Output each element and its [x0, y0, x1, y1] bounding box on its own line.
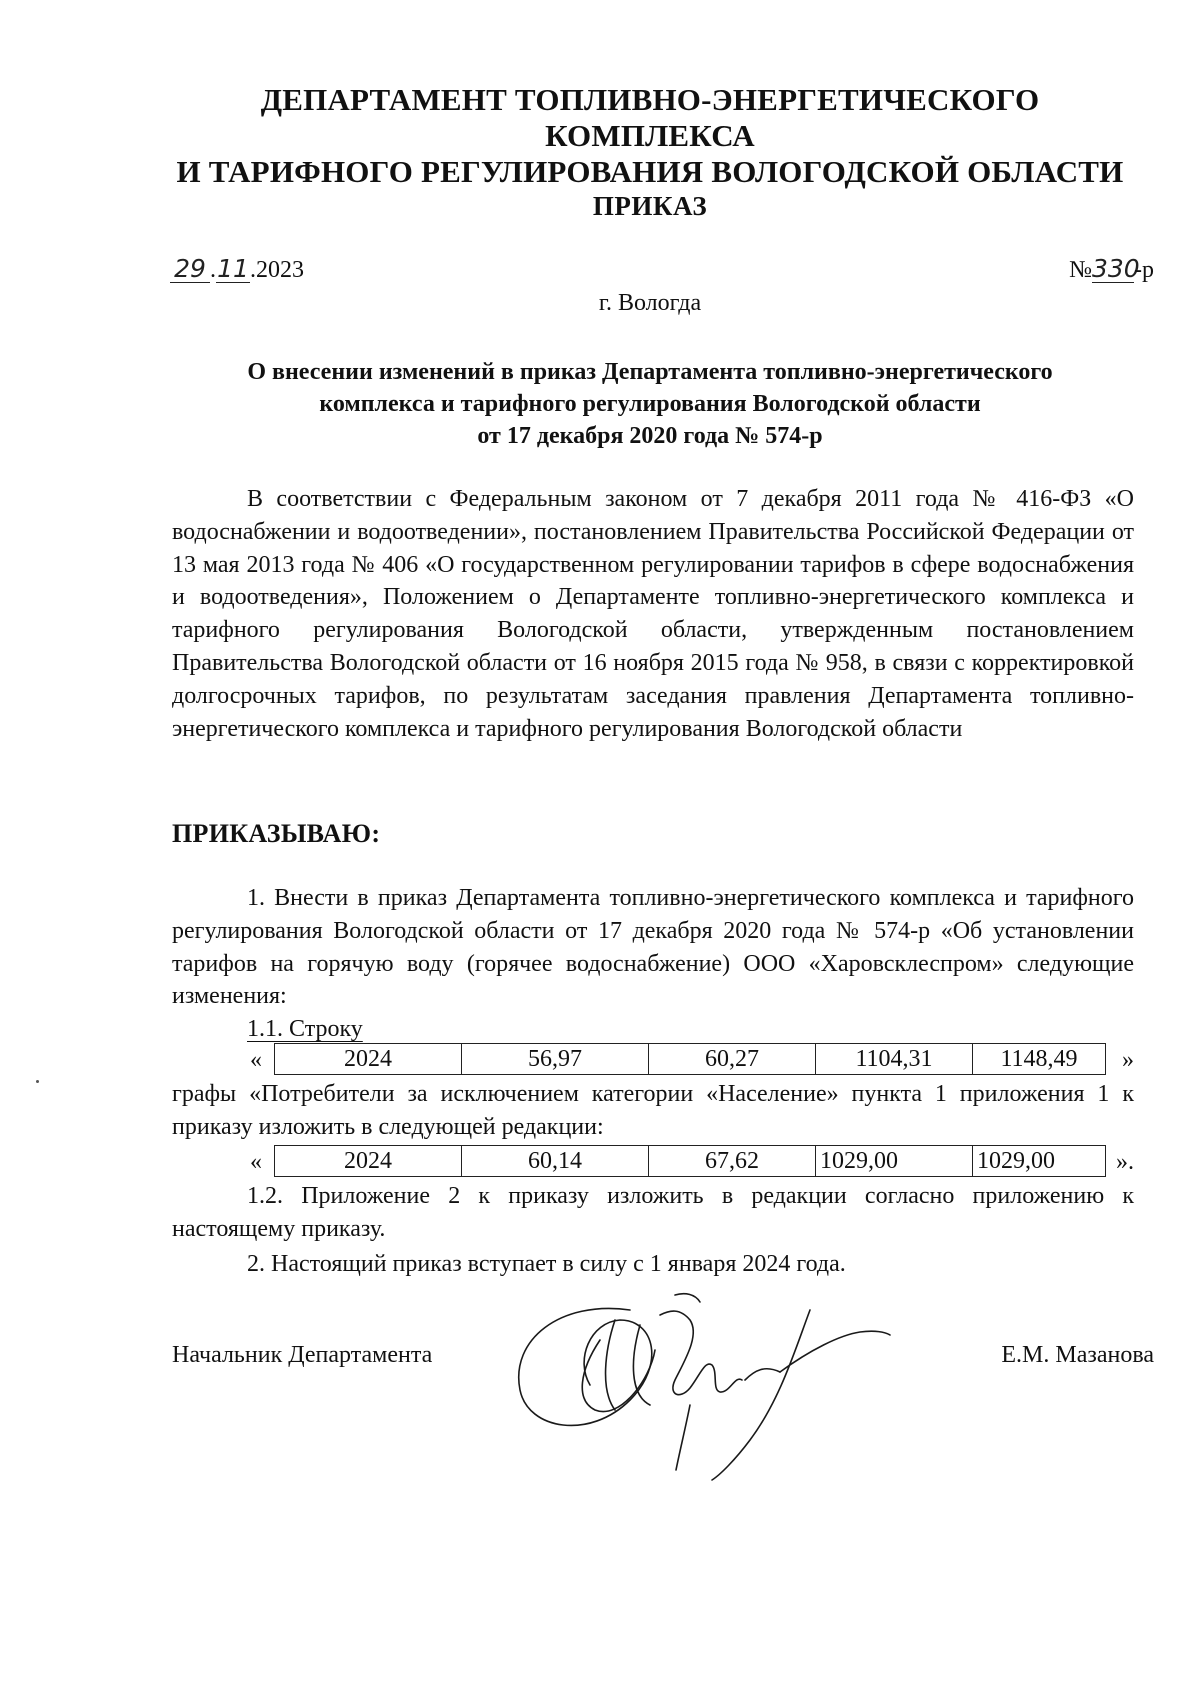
subject-line-1: О внесении изменений в приказ Департамента топливно-энергетического [247, 359, 1053, 385]
order-date: 29 .11.2023 [170, 255, 304, 285]
signer-position: Начальник Департамента [172, 1342, 433, 1368]
number-prefix: № [1069, 257, 1092, 283]
new-cell-4: 1029,00 [816, 1146, 973, 1177]
department-line-2: И ТАРИФНОГО РЕГУЛИРОВАНИЯ ВОЛОГОДСКОЙ ОБЛАСТИ [176, 154, 1124, 189]
item-1-1-label: 1.1. Строку [247, 1016, 363, 1042]
new-tariff-row [250, 1145, 1134, 1179]
graf-paragraph: графы «Потребители за исключением категории «Население» пункта 1 приложения 1 к приказу изложить в следующей редакции: [172, 1081, 1134, 1140]
department-name [170, 82, 1130, 190]
item-1-paragraph: 1. Внести в приказ Департамента топливно-энергетического комплекса и тарифного регулирования Вологодской области от 17 декабря 2020 года № 574-р «Об установлении тарифов на горячую воду (горячее водоснабжение) ООО «Харовсклеспром» следующие изменения: [172, 885, 1134, 1010]
subject-line-3: от 17 декабря 2020 года № 574-р [477, 423, 823, 449]
old-tariff-row [250, 1043, 1134, 1077]
department-line-1: ДЕПАРТАМЕНТ ТОПЛИВНО-ЭНЕРГЕТИЧЕСКОГО КОМПЛЕКСА [260, 82, 1040, 153]
date-month-handwritten: 11 [217, 254, 249, 283]
quote-close: ». [1116, 1149, 1134, 1175]
quote-close: » [1122, 1047, 1134, 1073]
document-type: ПРИКАЗ [592, 191, 708, 221]
new-cell-5: 1029,00 [973, 1146, 1106, 1177]
quote-open: « [250, 1149, 262, 1175]
order-number [1069, 255, 1154, 285]
item-1-2-paragraph: 1.2. Приложение 2 к приказу изложить в редакции согласно приложению к настоящему приказу. [172, 1183, 1134, 1242]
new-tariff-table [274, 1145, 1106, 1177]
orders-word: ПРИКАЗЫВАЮ: [172, 819, 381, 848]
quote-open: « [250, 1047, 262, 1073]
new-cell-year: 2024 [275, 1146, 462, 1177]
subject-line-2: комплекса и тарифного регулирования Вологодской области [319, 391, 981, 417]
new-cell-2: 60,14 [462, 1146, 649, 1177]
order-subject [170, 356, 1130, 452]
signer-name: Е.М. Мазанова [1001, 1342, 1154, 1368]
old-cell-4: 1104,31 [816, 1044, 973, 1075]
date-year: .2023 [250, 257, 304, 283]
handwritten-signature-icon [480, 1280, 920, 1490]
preamble-paragraph: В соответствии с Федеральным законом от 7 декабря 2011 года № 416-ФЗ «О водоснабжении и водоотведении», постановлением Правительства Российской Федерации от 13 мая 2013 года № 406 «О государственном регулировании тарифов в сфере водоснабжения и водоотведения», Положением о Департаменте топливно-энергетического комплекса и тарифного регулирования Вологодской области, утвержденным постановлением Правительства Вологодской области от 16 ноября 2015 года № 958, в связи с корректировкой долгосрочных тарифов, по результатам заседания правления Департамента топливно-энергетического комплекса и тарифного регулирования Вологодской области [172, 486, 1134, 742]
old-cell-5: 1148,49 [973, 1044, 1106, 1075]
old-cell-2: 56,97 [462, 1044, 649, 1075]
number-suffix: -р [1134, 257, 1154, 283]
number-handwritten: 330 [1092, 254, 1140, 283]
old-cell-3: 60,27 [649, 1044, 816, 1075]
old-cell-year: 2024 [275, 1044, 462, 1075]
old-tariff-table [274, 1043, 1106, 1075]
scan-speck [36, 1080, 39, 1083]
date-day-handwritten: 29 [170, 256, 210, 283]
new-cell-3: 67,62 [649, 1146, 816, 1177]
item-2-paragraph: 2. Настоящий приказ вступает в силу с 1 января 2024 года. [247, 1251, 846, 1277]
city: г. Вологда [598, 290, 702, 316]
